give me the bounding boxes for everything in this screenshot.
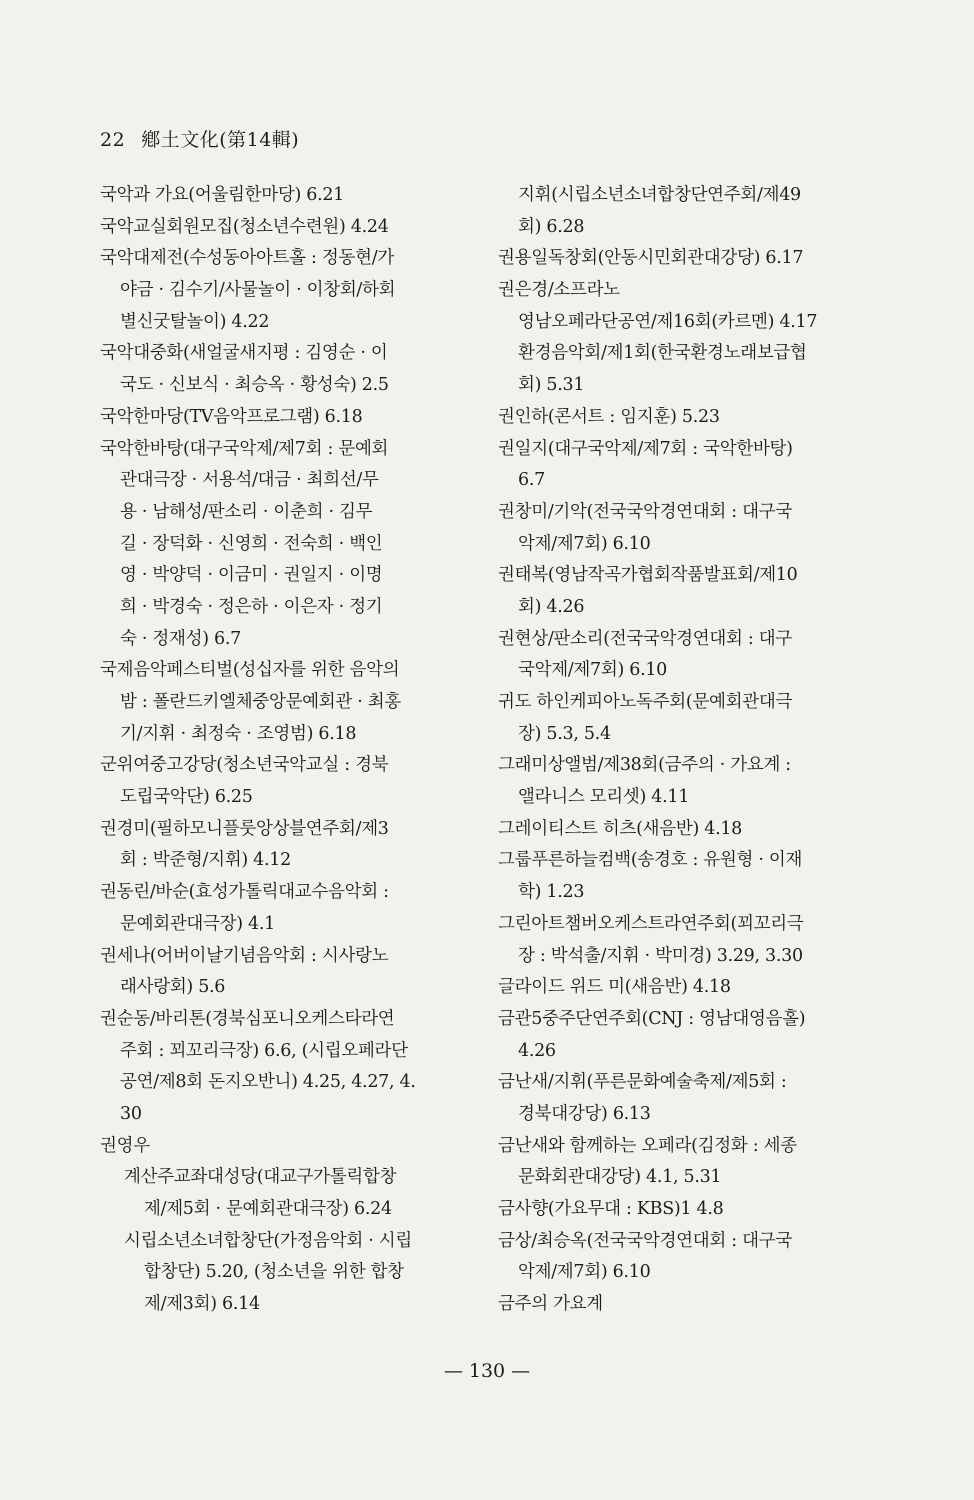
index-entry-continuation: 주회 : 꾀꼬리극장) 6.6, (시립오페라단 xyxy=(120,1040,408,1061)
index-entry-continuation: 국악제/제7회) 6.10 xyxy=(518,660,668,681)
index-entry-continuation: 악제/제7회) 6.10 xyxy=(518,1262,651,1283)
page-header xyxy=(100,125,299,152)
index-entry-continuation: 기/지휘 · 최정숙 · 조영범) 6.18 xyxy=(120,723,357,744)
index-entry: 국제음악페스티벌(성십자를 위한 음악의 xyxy=(100,660,400,681)
index-entry: 그레이티스트 히츠(새음반) 4.18 xyxy=(498,818,742,839)
index-entry: 글라이드 위드 미(새음반) 4.18 xyxy=(498,977,731,998)
index-entry-continuation: 지휘(시립소년소녀합창단연주회/제49 xyxy=(518,185,801,205)
page-number: 22 xyxy=(100,129,126,151)
index-entry-continuation: 학) 1.23 xyxy=(518,882,585,903)
index-entry: 국악한바탕(대구국악제/제7회 : 문예회 xyxy=(100,438,389,459)
index-entry-continuation: 용 · 남해성/판소리 · 이춘희 · 김무 xyxy=(120,501,373,522)
index-entry-continuation: 시립소년소녀합창단(가정음악회 · 시립 xyxy=(124,1230,412,1251)
index-entry: 권세나(어버이날기념음악회 : 시사랑노 xyxy=(100,945,389,966)
index-entry: 금상/최승옥(전국국악경연대회 : 대구국 xyxy=(498,1230,792,1251)
index-entry: 권은경/소프라노 xyxy=(498,280,620,301)
index-entry: 귀도 하인케피아노독주회(문예회관대극 xyxy=(498,692,793,712)
index-entry-continuation: 길 · 장덕화 · 신영희 · 전숙희 · 백인 xyxy=(120,533,383,554)
index-entry: 그래미상앨범/제38회(금주의 · 가요계 : xyxy=(498,755,791,776)
index-entry: 군위여중고강당(청소년국악교실 : 경북 xyxy=(100,755,389,776)
index-entry-continuation: 제/제3회) 6.14 xyxy=(144,1294,260,1315)
index-entry-continuation: 영 · 박양덕 · 이금미 · 권일지 · 이명 xyxy=(120,565,383,586)
index-entry: 국악대제전(수성동아아트홀 : 정동현/가 xyxy=(100,248,394,269)
index-entry: 국악교실회원모집(청소년수련원) 4.24 xyxy=(100,216,389,237)
index-entry: 금주의 가요계 xyxy=(498,1294,603,1315)
index-entry: 권현상/판소리(전국국악경연대회 : 대구 xyxy=(498,628,792,649)
index-entry-continuation: 회) 5.31 xyxy=(518,375,585,396)
index-entry: 국악과 가요(어울림한마당) 6.21 xyxy=(100,185,344,205)
index-entry-continuation: 계산주교좌대성당(대교구가톨릭합창 xyxy=(124,1167,397,1188)
index-entry-continuation: 경북대강당) 6.13 xyxy=(518,1103,651,1124)
index-entry-continuation: 회 : 박준형/지휘) 4.12 xyxy=(120,850,291,871)
index-entry-continuation: 악제/제7회) 6.10 xyxy=(518,533,651,554)
index-entry: 금관5중주단연주회(CNJ : 영남대영음홀) xyxy=(498,1008,806,1029)
index-entry-continuation: 야금 · 김수기/사물놀이 · 이창회/하회 xyxy=(120,280,396,301)
index-entry: 권창미/기악(전국국악경연대회 : 대구국 xyxy=(498,501,792,522)
index-entry-continuation: 장) 5.3, 5.4 xyxy=(518,723,611,744)
index-entry-continuation: 문예회관대극장) 4.1 xyxy=(120,913,275,934)
index-entry: 금난새와 함께하는 오페라(김정화 : 세종 xyxy=(498,1135,797,1156)
index-entry: 권태복(영남작곡가협회작품발표회/제10 xyxy=(498,565,798,586)
index-entry-continuation: 6.7 xyxy=(518,470,545,491)
index-entry: 권인하(콘서트 : 임지훈) 5.23 xyxy=(498,406,720,427)
index-entry-continuation: 회) 6.28 xyxy=(518,216,585,237)
index-entry-continuation: 30 xyxy=(120,1103,142,1124)
index-entry-continuation: 공연/제8회 돈지오반니) 4.25, 4.27, 4. xyxy=(120,1072,416,1093)
index-entry-continuation: 앨라니스 모리셋) 4.11 xyxy=(518,787,690,808)
index-entry-continuation: 제/제5회 · 문예회관대극장) 6.24 xyxy=(144,1199,392,1219)
index-entry: 금사향(가요무대 : KBS)1 4.8 xyxy=(498,1199,724,1219)
index-entry-continuation: 문화회관대강당) 4.1, 5.31 xyxy=(518,1167,722,1188)
index-entry-continuation: 관대극장 · 서용석/대금 · 최희선/무 xyxy=(120,470,379,491)
index-entry: 국악한마당(TV음악프로그램) 6.18 xyxy=(100,406,363,427)
index-entry-continuation: 환경음악회/제1회(한국환경노래보급협 xyxy=(518,343,807,364)
index-entry: 그린아트챔버오케스트라연주회(꾀꼬리극 xyxy=(498,913,804,934)
index-entry: 권영우 xyxy=(100,1135,150,1156)
index-entry-continuation: 4.26 xyxy=(518,1040,556,1061)
index-entry-continuation: 도립국악단) 6.25 xyxy=(120,787,253,808)
index-entry-continuation: 국도 · 신보식 · 최승옥 · 황성숙) 2.5 xyxy=(120,375,389,396)
index-entry: 권경미(필하모니플룻앙상블연주회/제3 xyxy=(100,818,389,839)
index-entry: 국악대중화(새얼굴새지평 : 김영순 · 이 xyxy=(100,343,388,364)
right-column xyxy=(498,180,883,1321)
index-entry: 권용일독창회(안동시민회관대강당) 6.17 xyxy=(498,248,804,269)
index-entry-continuation: 희 · 박경숙 · 정은하 · 이은자 · 정기 xyxy=(120,596,383,617)
left-column xyxy=(100,180,480,1321)
index-entry: 금난새/지휘(푸른문화예술축제/제5회 : xyxy=(498,1072,787,1093)
index-entry-continuation: 합창단) 5.20, (청소년을 위한 합창 xyxy=(144,1262,404,1283)
index-entry-continuation: 장 : 박석출/지휘 · 박미경) 3.29, 3.30 xyxy=(518,945,803,966)
index-entry-continuation: 별신굿탈놀이) 4.22 xyxy=(120,311,270,332)
publication-title: 鄕土文化(第14輯) xyxy=(141,129,300,151)
index-entry-continuation: 영남오페라단공연/제16회(카르멘) 4.17 xyxy=(518,311,818,332)
index-entry: 권동린/바순(효성가톨릭대교수음악회 : xyxy=(100,882,389,903)
index-entry: 그룹푸른하늘컴백(송경호 : 유원형 · 이재 xyxy=(498,850,803,871)
page-footer: — 130 — xyxy=(443,1360,531,1382)
index-entry-continuation: 회) 4.26 xyxy=(518,596,585,617)
index-entry: 권순동/바리톤(경북심포니오케스타라연 xyxy=(100,1008,395,1029)
index-entry-continuation: 래사랑회) 5.6 xyxy=(120,977,226,998)
index-entry-continuation: 밤 : 폴란드키엘체중앙문예회관 · 최홍 xyxy=(120,692,401,712)
index-entry-continuation: 숙 · 정재성) 6.7 xyxy=(120,628,241,649)
index-entry: 권일지(대구국악제/제7회 : 국악한바탕) xyxy=(498,438,793,459)
